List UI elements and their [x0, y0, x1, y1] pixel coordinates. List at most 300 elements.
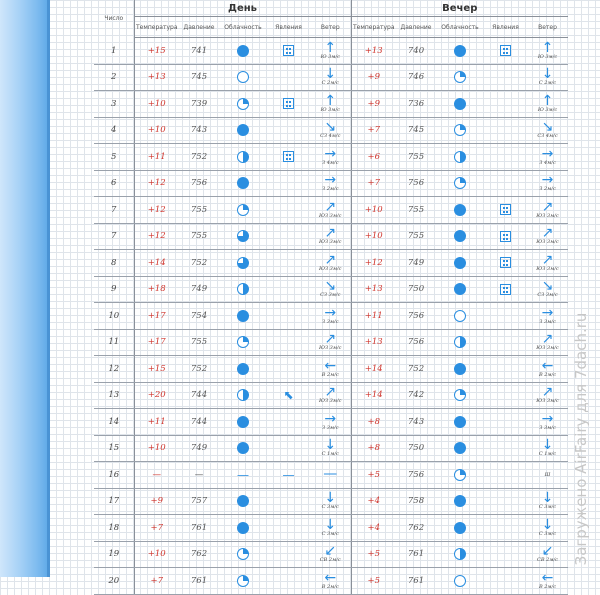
wind-arrow-icon: →: [324, 172, 337, 189]
eve-temperature: +9: [351, 64, 396, 91]
table-row: [94, 38, 568, 65]
day-wind: [310, 382, 351, 409]
eve-wind: [527, 329, 568, 356]
wind-label: ЮЗ 3м/с: [319, 212, 342, 219]
table-row: [94, 276, 568, 303]
eve-cloudiness: [436, 488, 484, 515]
day-cloudiness: [219, 276, 267, 303]
day-number: 10: [94, 303, 134, 330]
eve-cloudiness: [436, 250, 484, 277]
wind-indicator: [527, 68, 568, 86]
day-temperature: +7: [134, 515, 179, 542]
eve-wind: [527, 276, 568, 303]
wind-arrow-icon: ↑: [324, 39, 337, 56]
day-wind: [310, 435, 351, 462]
day-cloudiness: [219, 223, 267, 250]
table-row: [94, 64, 568, 91]
cloud-cover-icon: [454, 336, 466, 348]
day-phenomena: [267, 64, 310, 91]
rain-icon: [500, 231, 511, 242]
wind-arrow-icon: ↗: [324, 331, 337, 348]
wind-label: З 3м/с: [321, 318, 339, 325]
cloud-cover-icon: [237, 98, 249, 110]
cloud-cover-icon: [237, 204, 249, 216]
day-cloudiness: [219, 197, 267, 224]
day-cloudiness: [219, 462, 267, 489]
wind-arrow-icon: ↗: [541, 225, 554, 242]
table-row: [94, 488, 568, 515]
day-pressure: 744: [179, 409, 219, 436]
day-phenomena: [267, 515, 310, 542]
cloud-cover-icon: [237, 495, 249, 507]
cloud-cover-icon: [454, 389, 466, 401]
wind-arrow-icon: ←: [324, 569, 337, 586]
wind-indicator: [527, 439, 568, 457]
wind-arrow-icon: →: [324, 410, 337, 427]
wind-indicator: [527, 39, 568, 60]
wind-label: ЮЗ 3м/с: [536, 212, 559, 219]
cloud-cover-icon: [237, 363, 249, 375]
day-pressure: 755: [179, 197, 219, 224]
day-pressure: 762: [179, 541, 219, 568]
wind-indicator: [527, 386, 568, 404]
wind-indicator: [310, 227, 351, 245]
wind-indicator: [310, 545, 351, 563]
cloud-cover-icon: [237, 257, 249, 269]
rain-icon: [500, 257, 511, 268]
wind-indicator: [310, 516, 351, 537]
wind-indicator: [527, 333, 568, 351]
eve-temperature: +6: [351, 144, 396, 171]
eve-phenomena: [484, 64, 527, 91]
day-wind: [310, 197, 351, 224]
evening-temperature-header: Температура: [351, 17, 396, 38]
table-row: [94, 382, 568, 409]
wind-indicator: [310, 280, 351, 298]
eve-pressure: 755: [396, 197, 436, 224]
table-row: [94, 409, 568, 436]
eve-pressure: 752: [396, 356, 436, 383]
wind-arrow-icon: ↓: [324, 516, 337, 533]
eve-temperature: +5: [351, 568, 396, 595]
eve-cloudiness: [436, 515, 484, 542]
eve-temperature: +13: [351, 276, 396, 303]
cloud-cover-icon: [454, 548, 466, 560]
day-temperature: +10: [134, 541, 179, 568]
eve-phenomena: [484, 197, 527, 224]
wind-label: СВ 2м/с: [319, 557, 341, 564]
day-temperature: +14: [134, 250, 179, 277]
wind-label: С 3м/с: [538, 504, 557, 511]
day-cloudiness: [219, 488, 267, 515]
eve-cloudiness: [436, 541, 484, 568]
day-number: 8: [94, 250, 134, 277]
cloud-cover-icon: [454, 124, 466, 136]
day-temperature-header: Температура: [134, 17, 179, 38]
wind-indicator: [310, 439, 351, 457]
day-number: 19: [94, 541, 134, 568]
eve-temperature: +7: [351, 170, 396, 197]
wind-arrow-icon: ↗: [324, 251, 337, 268]
eve-phenomena: [484, 144, 527, 171]
eve-temperature: +10: [351, 197, 396, 224]
cloud-cover-icon: [237, 177, 249, 189]
wind-label: ЮЗ 3м/с: [319, 239, 342, 246]
day-number: 7: [94, 223, 134, 250]
eve-wind: [527, 38, 568, 65]
wind-arrow-icon: ↙: [541, 543, 554, 560]
day-phenomena: [267, 303, 310, 330]
wind-label: СЗ 4м/с: [537, 133, 558, 140]
wind-arrow-icon: ↗: [324, 198, 337, 215]
cloud-cover-icon: [237, 230, 249, 242]
table-row: [94, 144, 568, 171]
cloud-cover-icon: [454, 45, 466, 57]
wind-arrow-icon: ↙: [324, 543, 337, 560]
day-wind-header: Ветер: [310, 17, 351, 38]
eve-cloudiness: [436, 170, 484, 197]
day-pressure: —: [179, 462, 219, 489]
eve-phenomena: [484, 276, 527, 303]
cloud-cover-icon: [454, 469, 466, 481]
eve-pressure: 755: [396, 144, 436, 171]
wind-label: В 2м/с: [321, 371, 339, 378]
watermark: Загружено AirFairy для 7dach.ru: [572, 312, 590, 565]
eve-phenomena: [484, 568, 527, 595]
day-temperature: +12: [134, 197, 179, 224]
wind-label: Ю 3м/с: [537, 106, 558, 113]
eve-wind: [527, 64, 568, 91]
eve-wind: [527, 170, 568, 197]
cloud-cover-icon: [454, 363, 466, 375]
eve-wind: [527, 541, 568, 568]
eve-temperature: +14: [351, 382, 396, 409]
day-phenomena: [267, 382, 310, 409]
day-temperature: +11: [134, 409, 179, 436]
weather-journal-sheet: [94, 0, 568, 595]
eve-cloudiness: [436, 38, 484, 65]
eve-pressure: 756: [396, 170, 436, 197]
wind-arrow-icon: ↘: [324, 278, 337, 295]
eve-pressure: 758: [396, 488, 436, 515]
wind-label: ЮЗ 3м/с: [319, 398, 342, 405]
evening-phenomena-header: Явления: [484, 17, 527, 38]
day-number: 15: [94, 435, 134, 462]
eve-pressure: 740: [396, 38, 436, 65]
wind-arrow-icon: ←: [541, 357, 554, 374]
eve-temperature: +10: [351, 223, 396, 250]
wind-arrow-icon: ↘: [541, 278, 554, 295]
eve-cloudiness: [436, 356, 484, 383]
wind-arrow-icon: ↘: [324, 119, 337, 136]
day-cloudiness: [219, 170, 267, 197]
eve-cloudiness: [436, 329, 484, 356]
day-wind: [310, 91, 351, 118]
cloud-cover-icon: [454, 151, 466, 163]
table-row: [94, 356, 568, 383]
day-number: 18: [94, 515, 134, 542]
eve-cloudiness: [436, 276, 484, 303]
evening-wind-header: Ветер: [527, 17, 568, 38]
day-pressure: 741: [179, 38, 219, 65]
eve-phenomena: [484, 435, 527, 462]
eve-phenomena: [484, 250, 527, 277]
day-pressure: 756: [179, 170, 219, 197]
day-temperature: +15: [134, 356, 179, 383]
eve-phenomena: [484, 488, 527, 515]
day-cloudiness-header: Облачность: [219, 17, 267, 38]
day-cloudiness: [219, 117, 267, 144]
day-wind: [310, 488, 351, 515]
day-cloudiness: [219, 303, 267, 330]
day-number: 11: [94, 329, 134, 356]
cloud-cover-icon: [454, 495, 466, 507]
day-number: 1: [94, 38, 134, 65]
wind-indicator: [527, 410, 568, 431]
wind-label: СЗ 4м/с: [320, 133, 341, 140]
wind-indicator: [527, 492, 568, 510]
eve-wind: [527, 144, 568, 171]
table-row: [94, 329, 568, 356]
day-temperature: +17: [134, 303, 179, 330]
cloud-cover-icon: [454, 416, 466, 428]
day-wind: [310, 38, 351, 65]
wind-label: С 3м/с: [538, 530, 557, 537]
wind-indicator: [310, 121, 351, 139]
eve-temperature: +4: [351, 515, 396, 542]
day-cloudiness: [219, 409, 267, 436]
wind-label: СВ 2м/с: [537, 557, 558, 564]
day-wind: [310, 568, 351, 595]
wind-arrow-icon: ↓: [541, 516, 554, 533]
wind-label: ЮЗ 3м/с: [536, 239, 559, 246]
evening-cloudiness-header: Облачность: [436, 17, 484, 38]
eve-pressure: 750: [396, 435, 436, 462]
day-wind: [310, 409, 351, 436]
day-wind: [310, 250, 351, 277]
rain-icon: [283, 151, 294, 162]
table-row: [94, 223, 568, 250]
day-number: 7: [94, 197, 134, 224]
eve-pressure: 761: [396, 541, 436, 568]
day-number: 5: [94, 144, 134, 171]
day-pressure-header: Давление: [179, 17, 219, 38]
day-number: 13: [94, 382, 134, 409]
wind-arrow-icon: ↘: [541, 119, 554, 136]
table-row: [94, 91, 568, 118]
day-cloudiness: [219, 329, 267, 356]
rain-icon: [500, 204, 511, 215]
day-phenomena: [267, 435, 310, 462]
wind-arrow-icon: ↓: [324, 66, 337, 83]
cloud-cover-icon: [237, 522, 249, 534]
day-wind: [310, 276, 351, 303]
wind-label: С 1м/с: [538, 451, 557, 458]
cloud-cover-icon: [454, 283, 466, 295]
weather-rows: [94, 38, 568, 595]
eve-pressure: 756: [396, 303, 436, 330]
day-pressure: 749: [179, 276, 219, 303]
day-phenomena: [267, 568, 310, 595]
wind-label: З 2м/с: [539, 186, 556, 193]
wind-indicator: [527, 304, 568, 325]
day-wind: [310, 64, 351, 91]
wind-label: В 2м/с: [538, 583, 557, 590]
cloud-cover-icon: [237, 416, 249, 428]
eve-phenomena: [484, 38, 527, 65]
day-temperature: +17: [134, 329, 179, 356]
day-temperature: +20: [134, 382, 179, 409]
eve-wind: [527, 250, 568, 277]
wind-indicator: [310, 333, 351, 351]
day-phenomena: [267, 223, 310, 250]
day-cloudiness: [219, 91, 267, 118]
day-pressure: 761: [179, 515, 219, 542]
wind-label: ЮЗ 3м/с: [536, 345, 559, 352]
eve-temperature: +8: [351, 435, 396, 462]
thunderstorm-icon: ⬉: [283, 388, 294, 403]
day-number: 12: [94, 356, 134, 383]
cloud-cover-icon: [237, 336, 249, 348]
wind-arrow-icon: ↗: [541, 251, 554, 268]
day-pressure: 752: [179, 356, 219, 383]
eve-temperature: +13: [351, 38, 396, 65]
eve-phenomena: [484, 329, 527, 356]
wind-label: ЮЗ 3м/с: [536, 398, 559, 405]
wind-label: СЗ 3м/с: [320, 292, 341, 299]
wind-arrow-icon: →: [324, 145, 337, 162]
day-cloudiness: [219, 250, 267, 277]
eve-temperature: +9: [351, 91, 396, 118]
cloud-cover-icon: [237, 442, 249, 454]
wind-label: В 2м/с: [321, 583, 339, 590]
day-wind: [310, 356, 351, 383]
eve-pressure: 755: [396, 223, 436, 250]
day-temperature: +12: [134, 223, 179, 250]
dash-mark: —: [237, 467, 249, 482]
wind-label: З 3м/с: [539, 424, 556, 431]
wind-label: Ю 3м/с: [537, 53, 558, 60]
rain-icon: [283, 45, 294, 56]
day-wind: [310, 117, 351, 144]
cloud-cover-icon: [454, 442, 466, 454]
wind-indicator: [527, 251, 568, 272]
day-number: 6: [94, 170, 134, 197]
day-phenomena: [267, 541, 310, 568]
wind-indicator: [310, 39, 351, 60]
eve-temperature: +12: [351, 250, 396, 277]
day-cloudiness: [219, 515, 267, 542]
eve-cloudiness: [436, 382, 484, 409]
eve-pressure: 736: [396, 91, 436, 118]
wind-label: С 2м/с: [321, 80, 339, 87]
wind-indicator: [310, 251, 351, 272]
wind-label: ЮЗ 3м/с: [536, 265, 559, 272]
day-temperature: +13: [134, 64, 179, 91]
day-number: 20: [94, 568, 134, 595]
cloud-cover-icon: [237, 45, 249, 57]
day-wind: [310, 462, 351, 489]
eve-wind: [527, 382, 568, 409]
wind-arrow-icon: →: [541, 172, 554, 189]
wind-label: З 2м/с: [321, 186, 339, 193]
day-cloudiness: [219, 435, 267, 462]
eve-cloudiness: [436, 409, 484, 436]
eve-wind: [527, 223, 568, 250]
cloud-cover-icon: [454, 230, 466, 242]
wind-indicator: [310, 386, 351, 404]
wind-arrow-icon: ↑: [541, 92, 554, 109]
day-pressure: 744: [179, 382, 219, 409]
day-pressure: 761: [179, 568, 219, 595]
day-phenomena: [267, 91, 310, 118]
day-phenomena: [267, 356, 310, 383]
eve-cloudiness: [436, 144, 484, 171]
wind-arrow-icon: →: [324, 304, 337, 321]
day-cloudiness: [219, 356, 267, 383]
day-temperature: +10: [134, 91, 179, 118]
wind-indicator: [310, 145, 351, 166]
wind-arrow-icon: ↓: [541, 490, 554, 507]
day-phenomena: [267, 409, 310, 436]
day-phenomena: [267, 170, 310, 197]
day-number: 2: [94, 64, 134, 91]
eve-wind: [527, 409, 568, 436]
day-wind: [310, 329, 351, 356]
day-pressure: 752: [179, 144, 219, 171]
wind-arrow-icon: →: [541, 304, 554, 321]
cloud-cover-icon: [237, 310, 249, 322]
day-cloudiness: [219, 541, 267, 568]
wind-indicator: [527, 545, 568, 563]
rain-icon: [283, 98, 294, 109]
cloud-cover-icon: [454, 522, 466, 534]
eve-temperature: +4: [351, 488, 396, 515]
table-row: [94, 462, 568, 489]
eve-phenomena: [484, 462, 527, 489]
wind-arrow-icon: ↓: [541, 66, 554, 83]
wind-arrow-icon: →: [541, 410, 554, 427]
day-pressure: 745: [179, 64, 219, 91]
wind-label: Ю 3м/с: [320, 106, 340, 113]
table-row: [94, 541, 568, 568]
wind-indicator: [310, 174, 351, 192]
eve-phenomena: [484, 356, 527, 383]
wind-arrow-icon: ↑: [541, 39, 554, 56]
day-phenomena-header: Явления: [267, 17, 310, 38]
wind-indicator: [527, 174, 568, 192]
wind-indicator: [310, 410, 351, 431]
cloud-cover-icon: [454, 98, 466, 110]
day-temperature: +9: [134, 488, 179, 515]
wind-label: С 3м/с: [321, 504, 339, 511]
day-phenomena: [267, 197, 310, 224]
day-pressure: 743: [179, 117, 219, 144]
eve-temperature: +11: [351, 303, 396, 330]
day-phenomena: [267, 276, 310, 303]
eve-wind: [527, 462, 568, 489]
eve-wind: [527, 117, 568, 144]
wind-indicator: [527, 280, 568, 298]
day-pressure: 755: [179, 329, 219, 356]
wind-arrow-icon: →: [541, 145, 554, 162]
wind-arrow-icon: ↗: [324, 384, 337, 401]
day-cloudiness: [219, 568, 267, 595]
eve-phenomena: [484, 91, 527, 118]
eve-wind: [527, 303, 568, 330]
table-row: [94, 117, 568, 144]
table-row: [94, 170, 568, 197]
